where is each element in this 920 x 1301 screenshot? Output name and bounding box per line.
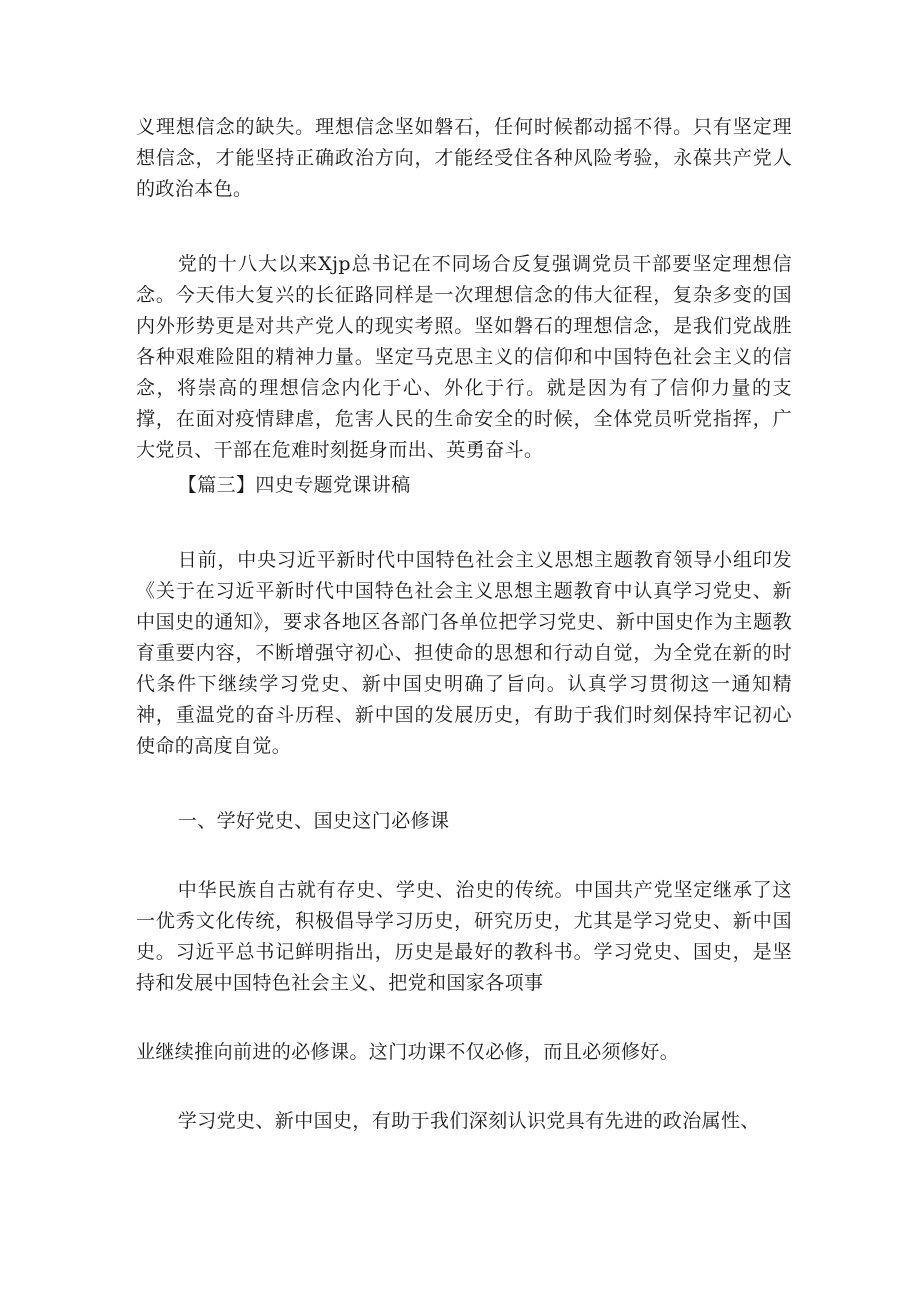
subheading-1: 一、学好党史、国史这门必修课: [177, 810, 450, 832]
paragraph-3: 日前，中央习近平新时代中国特色社会主义思想主题教育领导小组印发《关于在习近平新时代中国特色社会主义思想主题教育中认真学习党史、新中国史的通知》，要求各地区各部门各单位把学习党史、新中国史作为主题教育重要内容，不断增强守初心、担使命的思想和行动自觉，为全党在新的时代条件下继续学习党史、新中国史明确了旨向。认真学习贯彻这一通知精神，重温党的奋斗历程、新中国的发展历史，有助于我们时刻保持牢记初心使命的高度自觉。: [136, 549, 792, 757]
paragraph-2: 党的十八大以来Xjp总书记在不同场合反复强调党员干部要坚定理想信念。今天伟大复兴的长征路同样是一次理想信念的伟大征程，复杂多变的国内外形势更是对共产党人的现实考照。坚如磐石的理想信念，是我们党战胜各种艰难险阻的精神力量。坚定马克思主义的信仰和中国特色社会主义的信念，将崇高的理想信念内化于心、外化于行。就是因为有了信仰力量的支撑，在面对疫情肆虐，危害人民的生命安全的时候，全体党员听党指挥，广大党员、干部在危难时刻挺身而出、英勇奋斗。: [136, 253, 792, 461]
paragraph-5: 业继续推向前进的必修课。这门功课不仅必修，而且必须修好。: [136, 1041, 680, 1063]
paragraph-1: 义理想信念的缺失。理想信念坚如磐石，任何时候都动摇不得。只有坚定理想信念，才能坚持正确政治方向，才能经受住各种风险考验，永葆共产党人的政治本色。: [136, 116, 792, 200]
section-heading-part-three: 【篇三】四史专题党课讲稿: [177, 474, 411, 496]
paragraph-4: 中华民族自古就有存史、学史、治史的传统。中国共产党坚定继承了这一优秀文化传统，积极倡导学习历史，研究历史，尤其是学习党史、新中国史。习近平总书记鲜明指出，历史是最好的教科书。学习党史、国史，是坚持和发展中国特色社会主义、把党和国家各项事: [136, 879, 792, 994]
paragraph-6: 学习党史、新中国史，有助于我们深刻认识党具有先进的政治属性、: [177, 1110, 760, 1132]
document-page: [136, 112, 792, 1137]
